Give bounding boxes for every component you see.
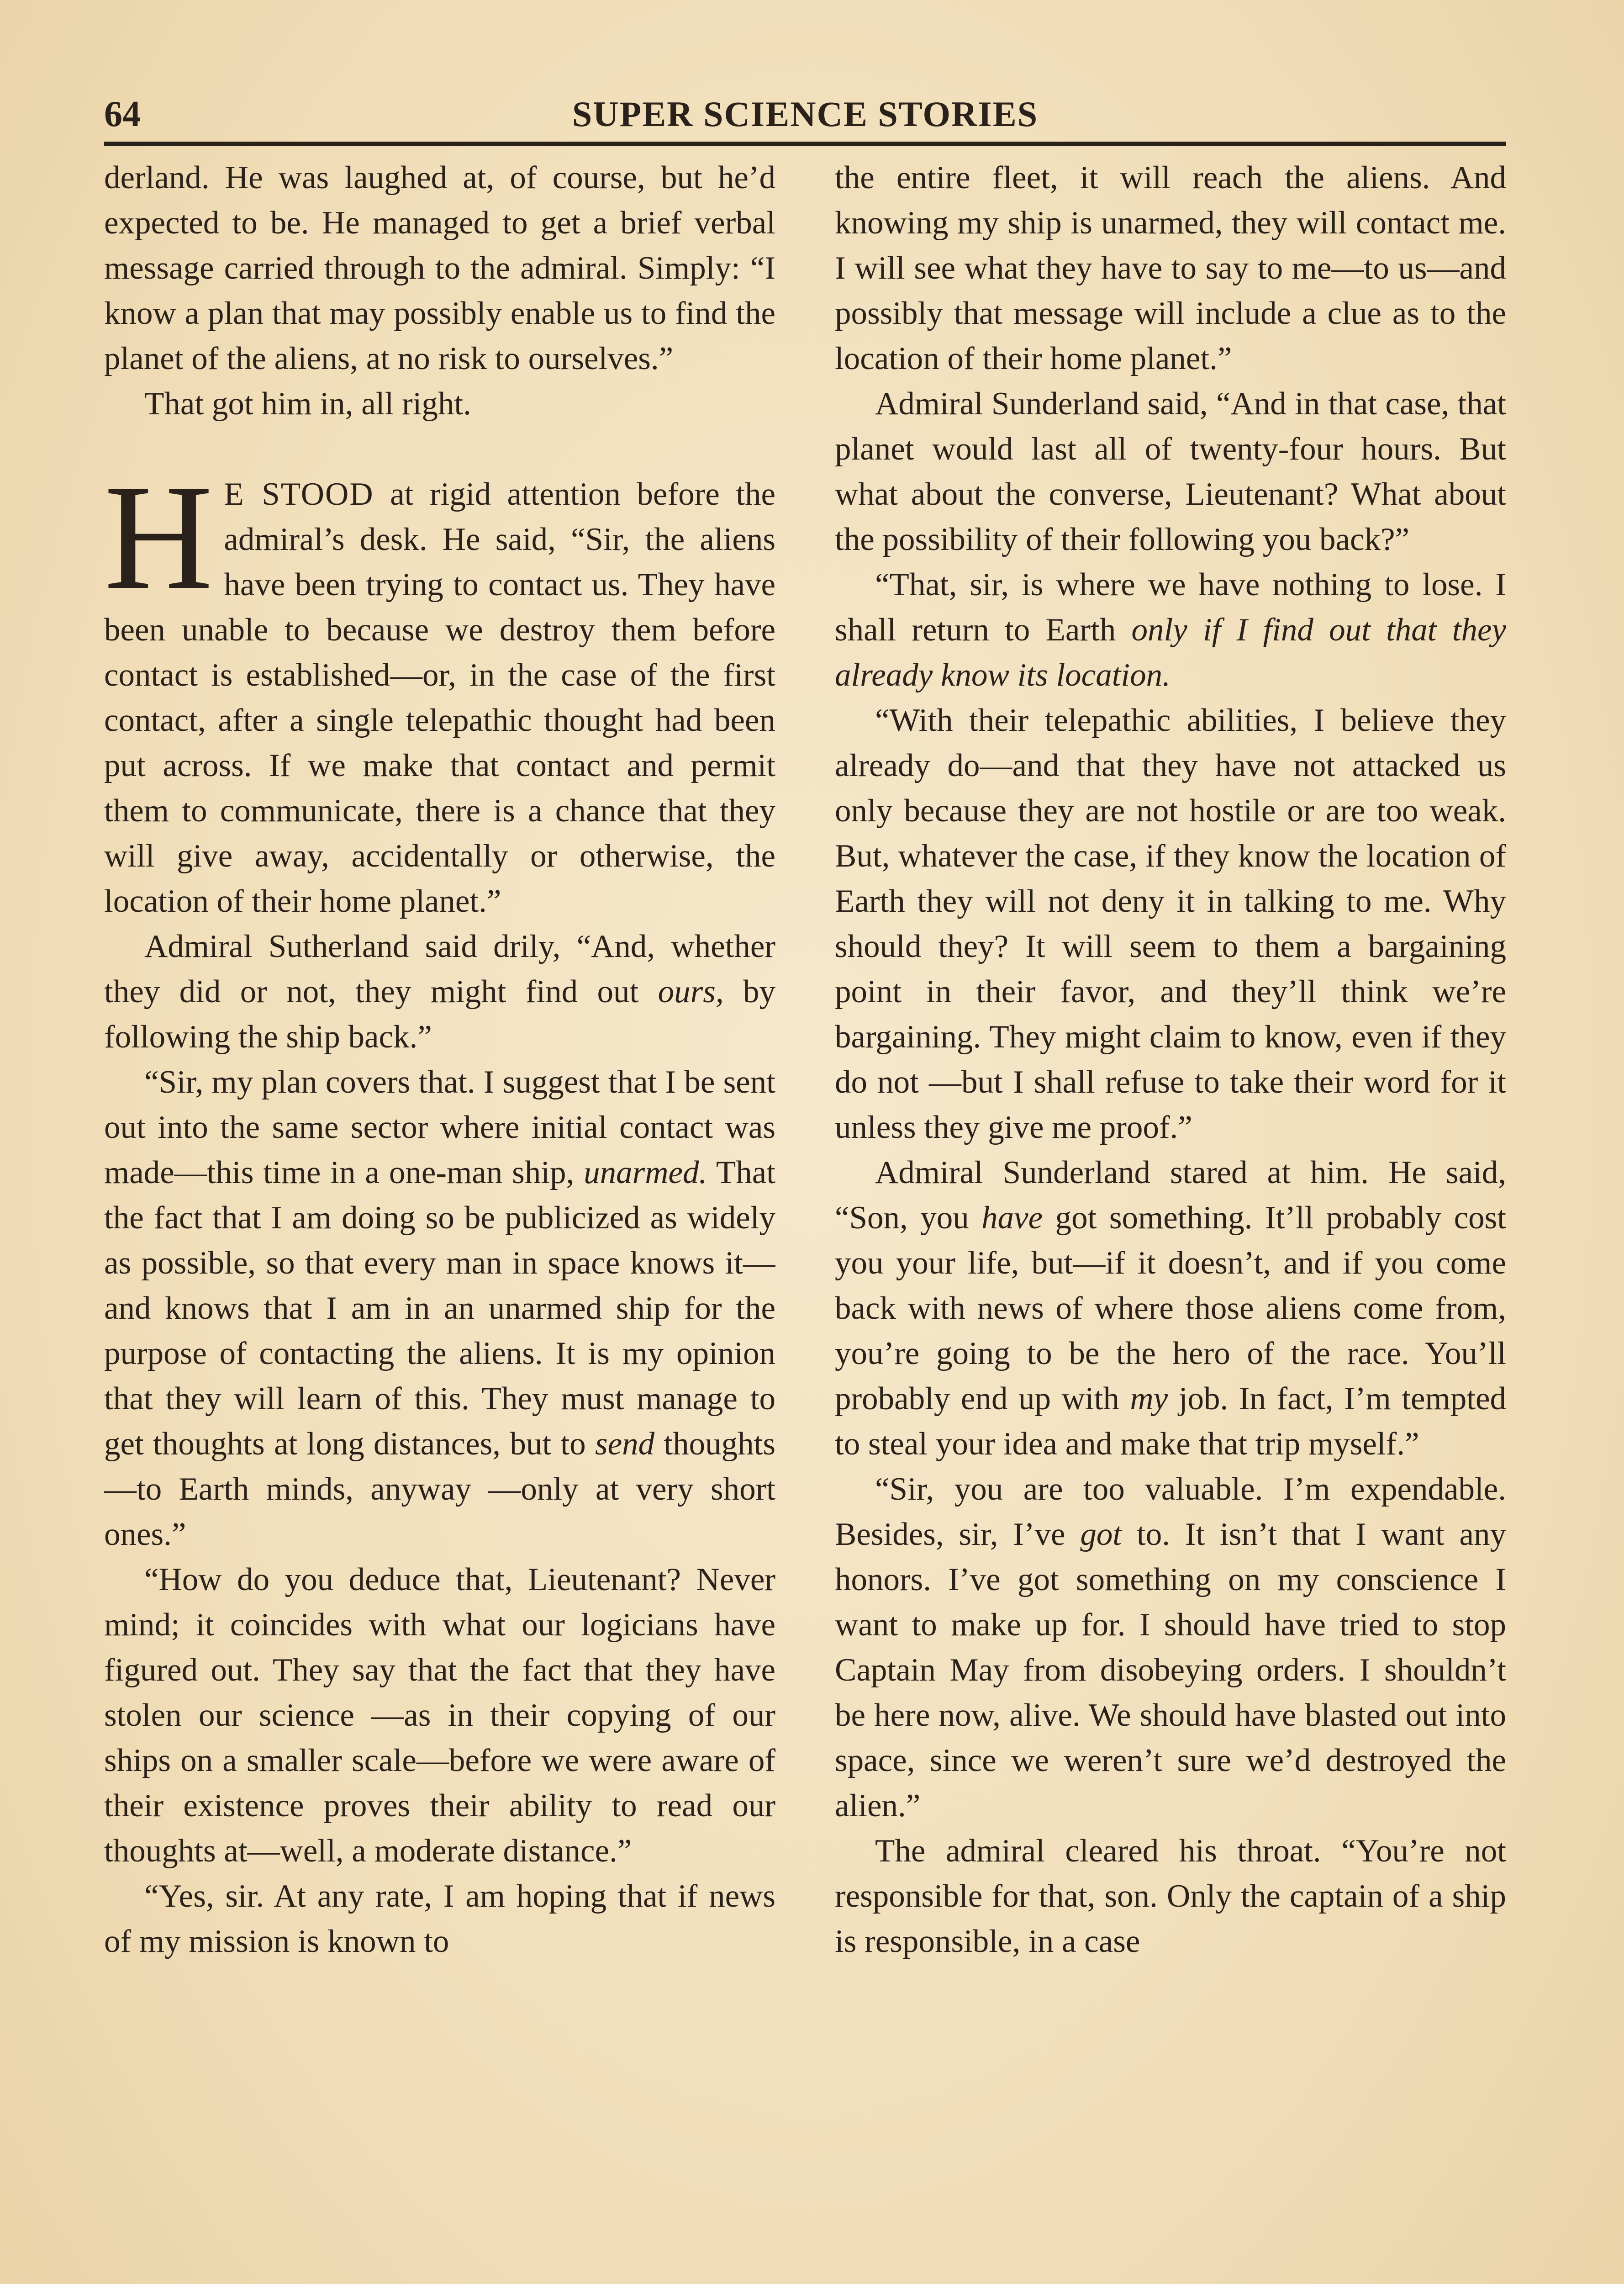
paragraph [104,924,775,1060]
drop-cap: H [104,454,213,621]
emphasis: have [981,1200,1043,1236]
page-number: 64 [104,94,141,134]
text-run: got something. It’ll probably cost you your life, but—if it doesn’t, and if you come back with news of where those aliens come from, you’re going to be the hero of the race. You’ll probably end up with [835,1200,1506,1417]
emphasis: got [1080,1517,1122,1552]
emphasis: unarmed. [584,1155,707,1190]
emphasis: send [595,1426,655,1462]
text-run: “Sir, my plan covers that. I suggest that I be sent out into the same sector where initial contact was made—this time in a one-man ship, [104,1064,775,1190]
paragraph [835,1467,1506,1829]
paragraph-dropcap [104,454,775,924]
paragraph: the entire fleet, it will reach the aliens. And knowing my ship is unarmed, they will contact me. I will see what they have to say to me—to us—and possibly that message will include a clue as to the location of their home planet.” [835,160,1506,376]
right-column [835,155,1506,2284]
page-header [104,91,1506,146]
paragraph [104,1060,775,1557]
magazine-page [104,91,1506,2284]
text-run: “Sir, you are too valuable. I’m expendable. Besides, sir, I’ve [835,1471,1506,1552]
text-run: by following the ship back.” [104,974,775,1055]
paragraph: “With their telepathic abilities, I believe they already do—and that they have not attacked us only because they are not hostile or are too weak. But, whatever the case, if they know the location of Earth they will not deny it in talking to me. Why should they? It will seem to them a bargaining point in their favor, and they’ll think we’re bargaining. They might claim to know, even if they do not —but I shall refuse to take their word for it unless they give me proof.” [835,703,1506,1145]
text-run: thoughts—to Earth minds, anyway —only at very short ones.” [104,1426,775,1552]
text-run: Admiral Sutherland said drily, “And, whether they did or not, they might find out [104,929,775,1010]
running-head: SUPER SCIENCE STORIES [572,94,1039,134]
paragraph-text: at rigid attention before the admiral’s desk. He said, “Sir, the aliens have been trying to contact us. They have been unable to because we destroy them before contact is established—or, in the case of the first contact, after a single telepathic thought had been put across. If we make that contact and permit them to communicate, there is a chance that they will give away, accidentally or otherwise, the location of their home planet.” [104,476,775,919]
paragraph: derland. He was laughed at, of course, but he’d expected to be. He managed to get a brief verbal message carried through to the admiral. Simply: “I know a plan that may possibly enable us to find the planet of the aliens, at no risk to ourselves.” [104,160,775,376]
emphasis: only if I find out that they already know its location. [835,612,1506,693]
emphasis: my [1130,1381,1168,1417]
paragraph: Admiral Sunderland said, “And in that case, that planet would last all of twenty-four hours. But what about the converse, Lieutenant? What about the possibility of their following you back?” [835,386,1506,557]
text-run: That the fact that I am doing so be publicized as widely as possible, so that every man in space knows it—and knows that I am in an unarmed ship for the purpose of contacting the aliens. It is my opinion that they will learn of this. They must manage to get thoughts at long distances, but to [104,1155,775,1462]
text-run: job. In fact, I’m tempted to steal your idea and make that trip myself.” [835,1381,1506,1462]
paragraph: “Yes, sir. At any rate, I am hoping that if news of my mission is known to [104,1878,775,1959]
paragraph [835,562,1506,698]
paragraph: “How do you deduce that, Lieutenant? Never mind; it coincides with what our logicians have figured out. They say that the fact that they have stolen our science —as in their copying of our ships on a smaller scale—before we were aware of their existence proves their ability to read our thoughts at—well, a moderate distance.” [104,1562,775,1869]
text-run: Admiral Sunderland stared at him. He said, “Son, you [835,1155,1506,1236]
emphasis: ours, [658,974,724,1010]
paragraph: That got him in, all right. [144,386,471,422]
paragraph [835,1150,1506,1467]
paragraph: The admiral cleared his throat. “You’re not responsible for that, son. Only the captain of a ship is responsible, in a case [835,1833,1506,1959]
left-column [104,155,775,2284]
small-caps-lead: E STOOD [224,476,374,512]
text-columns [104,155,1506,2284]
text-run: “That, sir, is where we have nothing to lose. I shall return to Earth [835,567,1506,648]
text-run: to. It isn’t that I want any honors. I’ve got something on my conscience I want to make up for. I should have tried to stop Captain May from disobeying orders. I shouldn’t be here now, alive. We should have blasted out into space, since we weren’t sure we’d destroyed the alien.” [835,1517,1506,1824]
